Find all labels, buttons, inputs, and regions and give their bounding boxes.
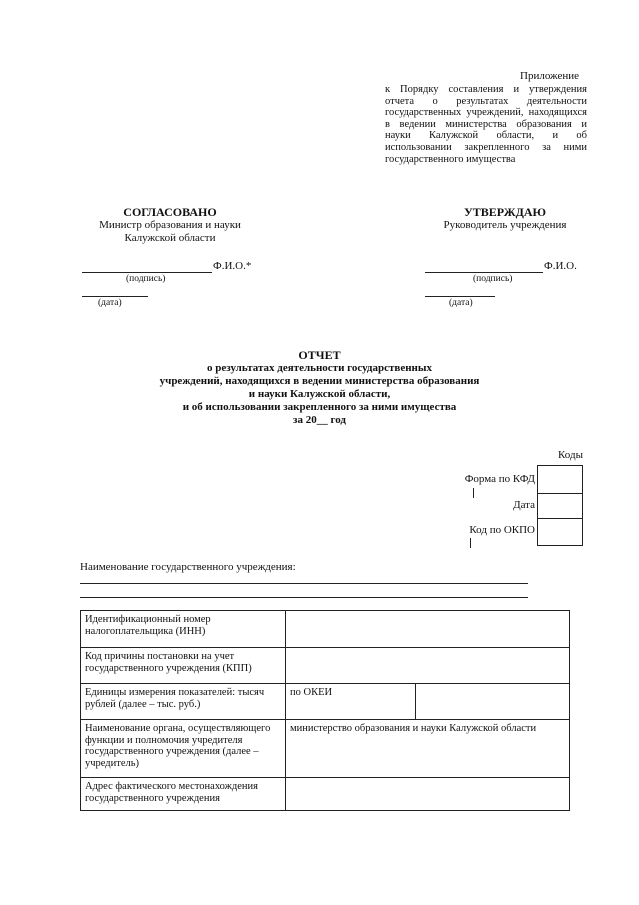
report-title-line1: о результатах деятельности государственных [207,362,432,374]
appendix-text: к Порядку составления и утверждения отчета о результатах деятельности государственных учреждений, находящихся в ведении министерства образования и науки Калужской области, и об использовании закрепленного за ними государственного имущества [385,84,587,165]
code-label-okpo: Код по ОКПО [469,524,535,536]
table-row [81,720,570,778]
inn-value [286,611,570,648]
units-label: Единицы измерения показателей: тысяч рублей (далее – тыс. руб.) [81,684,286,720]
codes-box [537,465,583,546]
table-row [81,778,570,811]
kpp-value [286,648,570,684]
signature-caption-right: (подпись) [473,274,513,284]
founder-value: министерство образования и науки Калужской области [286,720,570,778]
approved-position-line2: Калужской области [124,232,216,244]
fio-left: Ф.И.О.* [213,260,252,272]
institution-name-line2 [80,597,528,598]
units-okei-value [416,684,570,720]
report-title-line2: учреждений, находящихся в ведении министерства образования [159,375,480,387]
code-label-date: Дата [513,499,535,511]
code-label-kfd: Форма по КФД [464,473,535,485]
date-caption-right: (дата) [449,298,473,308]
approve-position: Руководитель учреждения [443,219,567,231]
fio-right: Ф.И.О. [544,260,577,272]
approved-heading: СОГЛАСОВАНО [123,205,217,219]
institution-info-table [80,610,570,811]
units-okei-label: по ОКЕИ [286,684,416,720]
code-bracket-bottom [470,538,471,548]
address-value [286,778,570,811]
signature-caption-left: (подпись) [126,274,166,284]
report-year: за 20__ год [293,414,346,426]
report-title-line3: и науки Калужской области, [248,388,391,400]
codes-header: Коды [558,449,583,461]
table-row [81,648,570,684]
table-row [81,611,570,648]
kpp-label: Код причины постановки на учет государственного учреждения (КПП) [81,648,286,684]
inn-label: Идентификационный номер налогоплательщика (ИНН) [81,611,286,648]
institution-name-label: Наименование государственного учреждения: [80,561,296,573]
institution-name-line1 [80,583,528,584]
report-heading: ОТЧЕТ [298,348,341,362]
date-caption-left: (дата) [98,298,122,308]
founder-label: Наименование органа, осуществляющего функции и полномочия учредителя государственного учреждения (далее – учредитель) [81,720,286,778]
table-row [81,684,570,720]
code-bracket [473,488,474,498]
approved-position-line1: Министр образования и науки [99,219,241,231]
report-title-line4: и об использовании закрепленного за ними имущества [182,401,457,413]
approve-heading: УТВЕРЖДАЮ [463,205,547,219]
address-label: Адрес фактического местонахождения государственного учреждения [81,778,286,811]
appendix-title: Приложение [520,70,580,82]
